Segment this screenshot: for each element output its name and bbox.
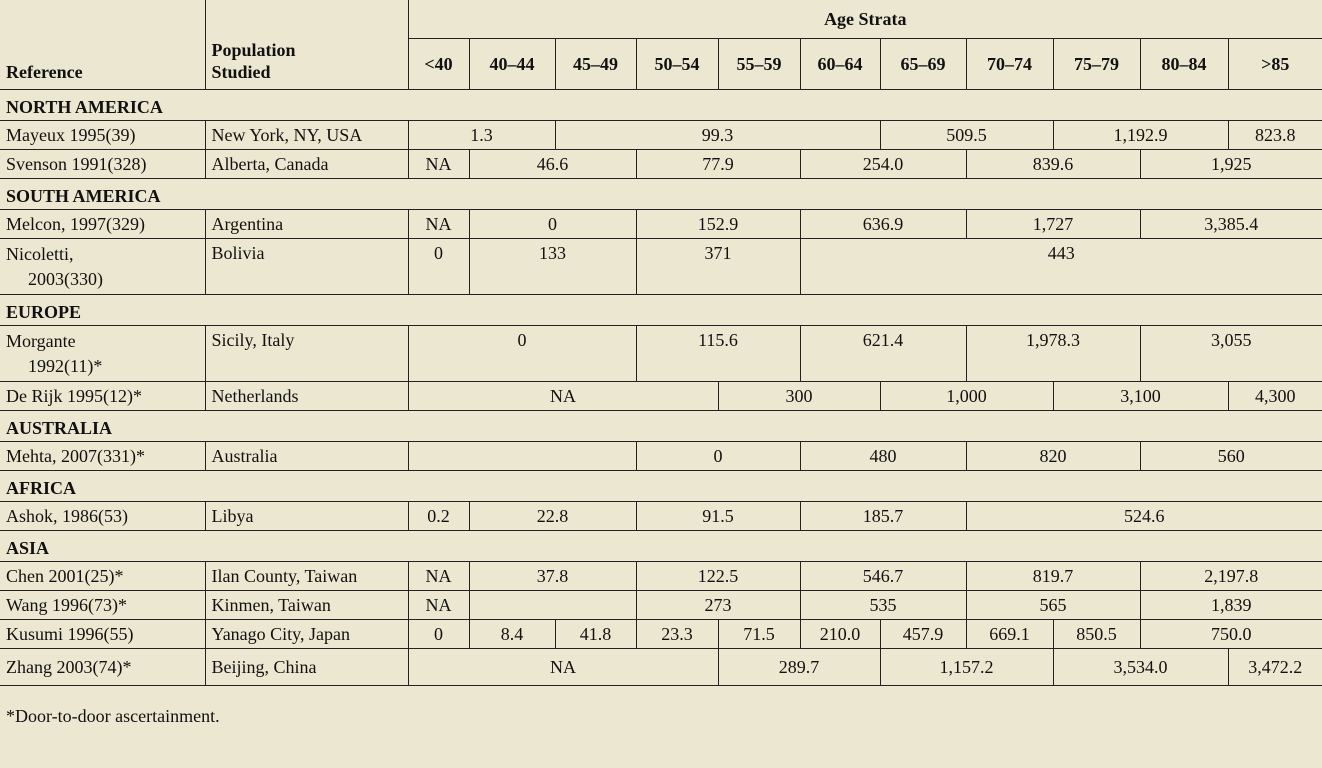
row-population: Netherlands [205, 382, 408, 411]
section-north-america: NORTH AMERICA [0, 90, 1322, 121]
value-cell: 77.9 [636, 150, 800, 179]
row-population: Australia [205, 442, 408, 471]
empty-cell [469, 591, 636, 620]
value-cell: NA [408, 562, 469, 591]
value-cell: 546.7 [800, 562, 966, 591]
value-cell: 0 [408, 239, 469, 295]
value-cell: 3,385.4 [1140, 210, 1322, 239]
value-cell: 46.6 [469, 150, 636, 179]
value-cell: NA [408, 649, 718, 686]
row-reference: Mehta, 2007(331)* [0, 442, 205, 471]
value-cell: 41.8 [555, 620, 636, 649]
row-population: Alberta, Canada [205, 150, 408, 179]
value-cell: 1,157.2 [880, 649, 1053, 686]
age-col: 40–44 [469, 39, 555, 90]
value-cell: 0 [469, 210, 636, 239]
value-cell: 8.4 [469, 620, 555, 649]
value-cell: 0 [636, 442, 800, 471]
value-cell: 524.6 [966, 502, 1322, 531]
value-cell: 565 [966, 591, 1140, 620]
row-reference: Nicoletti, 2003(330) [0, 239, 205, 295]
value-cell: 37.8 [469, 562, 636, 591]
age-col: >85 [1228, 39, 1322, 90]
age-col: 65–69 [880, 39, 966, 90]
value-cell: 0.2 [408, 502, 469, 531]
value-cell: 23.3 [636, 620, 718, 649]
value-cell: NA [408, 382, 718, 411]
value-cell: 22.8 [469, 502, 636, 531]
value-cell: 115.6 [636, 326, 800, 382]
value-cell: 2,197.8 [1140, 562, 1322, 591]
value-cell: 1,978.3 [966, 326, 1140, 382]
value-cell: 0 [408, 620, 469, 649]
value-cell: 823.8 [1228, 121, 1322, 150]
value-cell: 210.0 [800, 620, 880, 649]
value-cell: 1,000 [880, 382, 1053, 411]
header-reference: Reference [0, 0, 205, 90]
age-col: 70–74 [966, 39, 1053, 90]
value-cell: 3,055 [1140, 326, 1322, 382]
value-cell: 1.3 [408, 121, 555, 150]
value-cell: 91.5 [636, 502, 800, 531]
value-cell: 839.6 [966, 150, 1140, 179]
row-population: New York, NY, USA [205, 121, 408, 150]
value-cell: 560 [1140, 442, 1322, 471]
value-cell: 185.7 [800, 502, 966, 531]
age-col: 75–79 [1053, 39, 1140, 90]
value-cell: 621.4 [800, 326, 966, 382]
value-cell: 71.5 [718, 620, 800, 649]
row-reference: Zhang 2003(74)* [0, 649, 205, 686]
age-col: 50–54 [636, 39, 718, 90]
value-cell: 443 [800, 239, 1322, 295]
value-cell: 99.3 [555, 121, 880, 150]
section-europe: EUROPE [0, 295, 1322, 326]
value-cell: NA [408, 210, 469, 239]
value-cell: 819.7 [966, 562, 1140, 591]
value-cell: 750.0 [1140, 620, 1322, 649]
row-reference: Melcon, 1997(329) [0, 210, 205, 239]
value-cell: 371 [636, 239, 800, 295]
age-col: 60–64 [800, 39, 880, 90]
value-cell: 3,534.0 [1053, 649, 1228, 686]
row-reference: Chen 2001(25)* [0, 562, 205, 591]
section-asia: ASIA [0, 531, 1322, 562]
footnote: *Door-to-door ascertainment. [0, 686, 1322, 747]
section-africa: AFRICA [0, 471, 1322, 502]
row-population: Beijing, China [205, 649, 408, 686]
value-cell: 480 [800, 442, 966, 471]
row-population: Argentina [205, 210, 408, 239]
row-reference: De Rijk 1995(12)* [0, 382, 205, 411]
value-cell: 636.9 [800, 210, 966, 239]
value-cell: 122.5 [636, 562, 800, 591]
row-reference: Wang 1996(73)* [0, 591, 205, 620]
section-south-america: SOUTH AMERICA [0, 179, 1322, 210]
row-population: Ilan County, Taiwan [205, 562, 408, 591]
age-col: <40 [408, 39, 469, 90]
age-col: 55–59 [718, 39, 800, 90]
header-age-strata: Age Strata [408, 0, 1322, 39]
value-cell: 669.1 [966, 620, 1053, 649]
row-reference: Morgante 1992(11)* [0, 326, 205, 382]
value-cell: 3,100 [1053, 382, 1228, 411]
value-cell: 850.5 [1053, 620, 1140, 649]
value-cell: 1,727 [966, 210, 1140, 239]
value-cell: 535 [800, 591, 966, 620]
empty-cell [408, 442, 636, 471]
value-cell: 3,472.2 [1228, 649, 1322, 686]
value-cell: 1,925 [1140, 150, 1322, 179]
value-cell: NA [408, 150, 469, 179]
row-reference: Svenson 1991(328) [0, 150, 205, 179]
header-population: Population Studied [205, 0, 408, 90]
row-population: Yanago City, Japan [205, 620, 408, 649]
value-cell: 133 [469, 239, 636, 295]
row-reference: Kusumi 1996(55) [0, 620, 205, 649]
value-cell: 457.9 [880, 620, 966, 649]
age-col: 45–49 [555, 39, 636, 90]
row-population: Kinmen, Taiwan [205, 591, 408, 620]
row-population: Sicily, Italy [205, 326, 408, 382]
value-cell: 1,192.9 [1053, 121, 1228, 150]
value-cell: 820 [966, 442, 1140, 471]
row-reference: Ashok, 1986(53) [0, 502, 205, 531]
value-cell: 4,300 [1228, 382, 1322, 411]
value-cell: 152.9 [636, 210, 800, 239]
value-cell: 1,839 [1140, 591, 1322, 620]
section-australia: AUSTRALIA [0, 411, 1322, 442]
value-cell: 300 [718, 382, 880, 411]
row-population: Libya [205, 502, 408, 531]
value-cell: 509.5 [880, 121, 1053, 150]
row-population: Bolivia [205, 239, 408, 295]
age-col: 80–84 [1140, 39, 1228, 90]
value-cell: 273 [636, 591, 800, 620]
row-reference: Mayeux 1995(39) [0, 121, 205, 150]
value-cell: 254.0 [800, 150, 966, 179]
value-cell: 289.7 [718, 649, 880, 686]
value-cell: 0 [408, 326, 636, 382]
value-cell: NA [408, 591, 469, 620]
